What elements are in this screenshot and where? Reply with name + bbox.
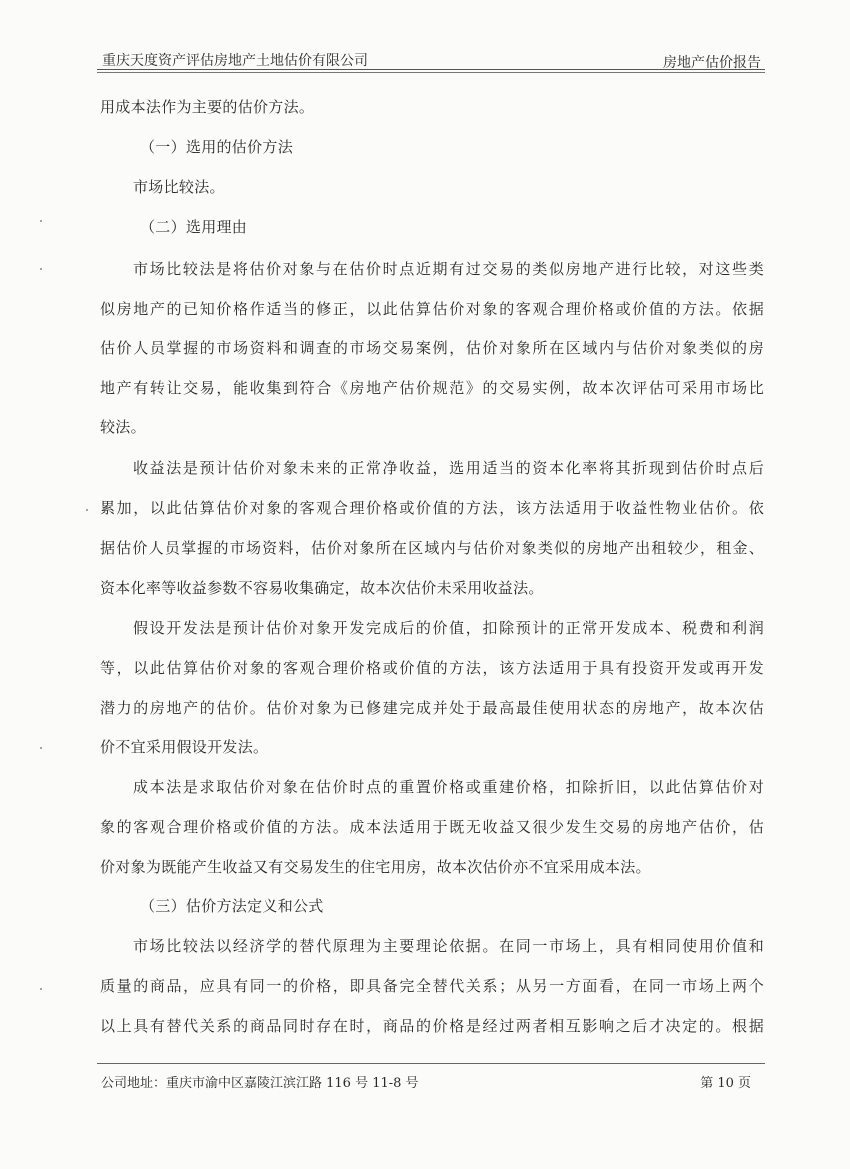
page-footer (97, 1060, 765, 1090)
text-line: 价对象为既能产生收益又有交易发生的住宅用房，故本次估价亦不宜采用成本法。 (100, 858, 651, 876)
scan-speck (40, 220, 42, 222)
header-rule (97, 69, 765, 70)
text-line: 潜力的房地产的估价。估价对象为已修建完成并处于最高最佳使用状态的房地产，故本次估 (100, 699, 764, 717)
text-line: 市场比较法是将估价对象与在估价时点近期有过交易的类似房地产进行比较，对这些类 (133, 260, 764, 278)
text-line: 收益法是预计估价对象未来的正常净收益，选用适当的资本化率将其折现到估价时点后 (133, 459, 764, 477)
section-heading: （一）选用的估价方法 (140, 138, 294, 156)
footer-rule (97, 1063, 765, 1064)
text-line: 似房地产的已知价格作适当的修正，以此估算估价对象的客观合理价格或价值的方法。依据 (100, 300, 764, 318)
text-line: 质量的商品，应具有同一的价格，即具备完全替代关系；从另一方面看，在同一市场上两个 (100, 977, 764, 995)
scan-speck (40, 268, 42, 270)
text-line: 成本法是求取估价对象在估价时点的重置价格或重建价格，扣除折旧，以此估算估价对 (133, 778, 764, 796)
text-line: 市场比较法以经济学的替代原理为主要理论依据。在同一市场上，具有相同使用价值和 (133, 937, 764, 955)
text-line: 累加，以此估算估价对象的客观合理价格或价值的方法，该方法适用于收益性物业估价。依 (100, 499, 764, 517)
scan-speck (40, 988, 42, 990)
text-line: 估价人员掌握的市场资料和调查的市场交易案例，估价对象所在区域内与估价对象类似的房 (100, 339, 764, 357)
header-rule-thin (97, 72, 765, 73)
text-line: 象的客观合理价格或价值的方法。成本法适用于既无收益又很少发生交易的房地产估价，估 (100, 818, 764, 836)
document-type: 房地产估价报告 (663, 55, 761, 71)
page-header (97, 46, 765, 72)
scan-speck (86, 509, 88, 511)
company-address: 公司地址：重庆市渝中区嘉陵江滨江路 116 号 11-8 号 (101, 1076, 419, 1091)
text-line: 假设开发法是预计估价对象开发完成后的价值，扣除预计的正常开发成本、税费和利润 (133, 619, 764, 637)
text-line: 据估价人员掌握的市场资料，估价对象所在区域内与估价对象类似的房地产出租较少，租金、 (100, 539, 764, 557)
scan-speck (40, 747, 42, 749)
text-line: 等，以此估算估价对象的客观合理价格或价值的方法，该方法适用于具有投资开发或再开发 (100, 659, 764, 677)
text-line: 资本化率等收益参数不容易收集确定，故本次估价未采用收益法。 (100, 579, 544, 597)
text-line: 较法。 (100, 418, 146, 436)
text-line: 市场比较法。 (133, 178, 225, 196)
text-line: 以上具有替代关系的商品同时存在时，商品的价格是经过两者相互影响之后才决定的。根据 (100, 1017, 764, 1035)
page-number: 第 10 页 (700, 1076, 751, 1091)
section-heading: （二）选用理由 (140, 218, 248, 236)
company-name: 重庆天度资产评估房地产土地估价有限公司 (102, 53, 368, 69)
text-line: 地产有转让交易，能收集到符合《房地产估价规范》的交易实例，故本次评估可采用市场比 (100, 379, 764, 397)
section-heading: （三）估价方法定义和公式 (140, 897, 324, 915)
text-line: 用成本法作为主要的估价方法。 (100, 98, 315, 116)
text-line: 价不宜采用假设开发法。 (100, 738, 269, 756)
